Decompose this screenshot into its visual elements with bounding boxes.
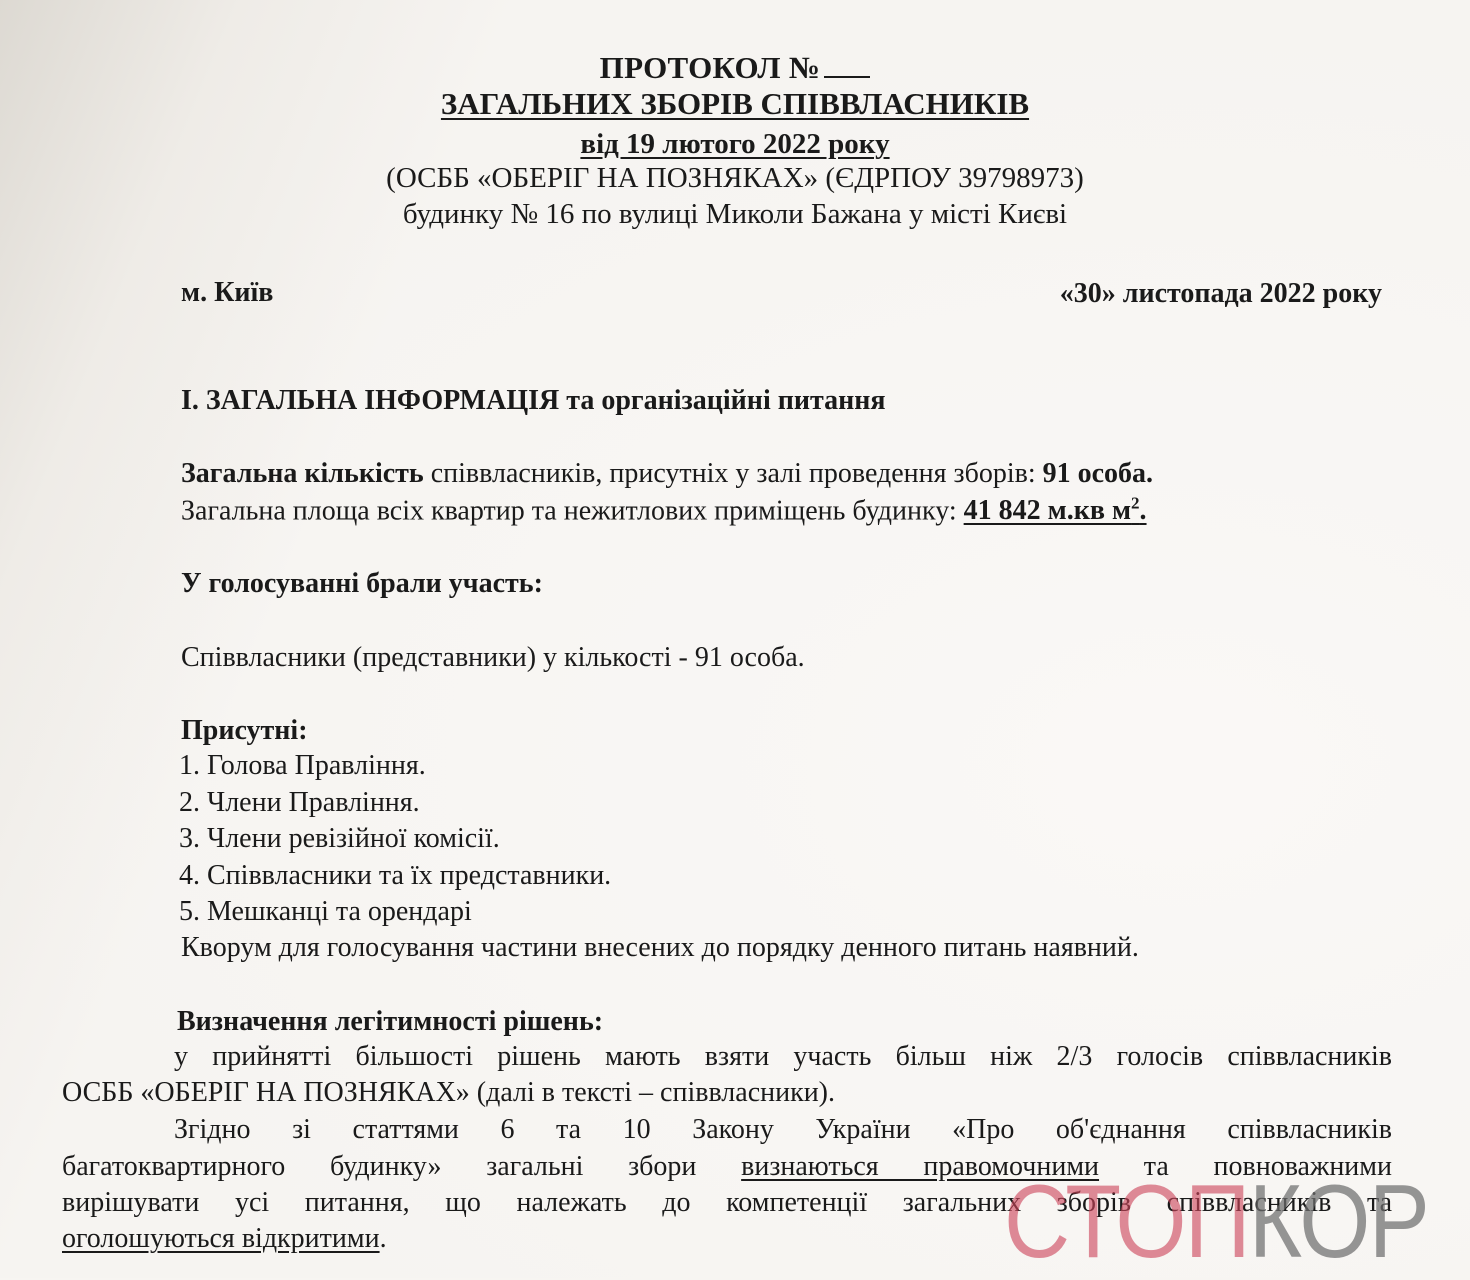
voting-heading: У голосуванні брали участь: [181, 568, 543, 599]
legitimacy-p2-underlined-end: оголошуються відкритими [62, 1223, 380, 1254]
legitimacy-heading: Визначення легітимності рішень: [177, 1006, 604, 1037]
legitimacy-p2-line2 [62, 1151, 1392, 1183]
meeting-date [0, 128, 1470, 161]
total-count-label: Загальна кількість [181, 458, 424, 489]
total-count-text: співвласників, присутніх у залі проведення зборів: [423, 458, 1043, 489]
legitimacy-p2-underlined: визнаються правомочними [741, 1151, 1100, 1182]
meeting-date-text: від 19 лютого 2022 року [580, 128, 890, 160]
watermark-part-gray: КОР [1248, 1164, 1429, 1280]
quorum-text: Кворум для голосування частини внесених до порядку денного питань наявний. [181, 932, 1139, 963]
city: м. Київ [181, 277, 274, 308]
organization-line: (ОСББ «ОБЕРІГ НА ПОЗНЯКАХ» (ЄДРПОУ 39798973) [386, 162, 1084, 194]
protocol-subtitle-text: ЗАГАЛЬНИХ ЗБОРІВ СПІВВЛАСНИКІВ [440, 86, 1030, 121]
present-list-item: 4. Співвласники та їх представники. [179, 860, 612, 891]
legitimacy-p2-text-a: багатоквартирного будинку» загальні збори [62, 1151, 742, 1182]
watermark-part-red: СТОП [1004, 1164, 1249, 1280]
total-area-number: 41 842 м.кв м [963, 495, 1132, 527]
legitimacy-p1-line2: ОСББ «ОБЕРІГ НА ПОЗНЯКАХ» (далі в тексті – співвласники). [62, 1077, 836, 1108]
voting-text: Співвласники (представники) у кількості - 91 особа. [181, 642, 805, 673]
total-area-sup: 2 [1131, 494, 1140, 513]
total-area-end: . [1139, 495, 1147, 527]
document-date: «30» листопада 2022 року [1059, 278, 1382, 309]
total-count-line [181, 458, 1153, 490]
protocol-number-blank [824, 52, 870, 78]
legitimacy-p2-line1: Згідно зі статтями 6 та 10 Закону України «Про об'єднання співвласників [174, 1114, 1392, 1145]
present-heading: Присутні: [181, 715, 308, 746]
present-list-item: 2. Члени Правління. [179, 787, 420, 818]
legitimacy-p1-line1: у прийнятті більшості рішень мають взяти участь більш ніж 2/3 голосів співвласників [174, 1041, 1392, 1072]
legitimacy-p2-text-b: та повноважними [1099, 1151, 1392, 1182]
protocol-title-text: ПРОТОКОЛ № [599, 50, 821, 85]
legitimacy-p2-line4 [62, 1223, 1392, 1255]
total-area-text: Загальна площа всіх квартир та нежитлових приміщень будинку: [181, 495, 964, 527]
present-list-item: 1. Голова Правління. [179, 750, 426, 781]
total-area-line [181, 494, 1147, 527]
protocol-title [0, 50, 1470, 86]
address-line: будинку № 16 по вулиці Миколи Бажана у місті Києві [402, 198, 1068, 230]
protocol-subtitle [0, 86, 1470, 122]
present-list-item: 5. Мешканці та орендарі [179, 896, 472, 927]
legitimacy-p2-line3: вирішувати усі питання, що належать до компетенції загальних зборів співвласників та [62, 1187, 1392, 1218]
section-heading: І. ЗАГАЛЬНА ІНФОРМАЦІЯ та організаційні питання [181, 385, 886, 416]
legitimacy-p2-period: . [379, 1223, 387, 1254]
total-count-value: 91 особа. [1042, 458, 1154, 489]
present-list-item: 3. Члени ревізійної комісії. [179, 823, 500, 854]
total-area-value [964, 495, 1147, 526]
